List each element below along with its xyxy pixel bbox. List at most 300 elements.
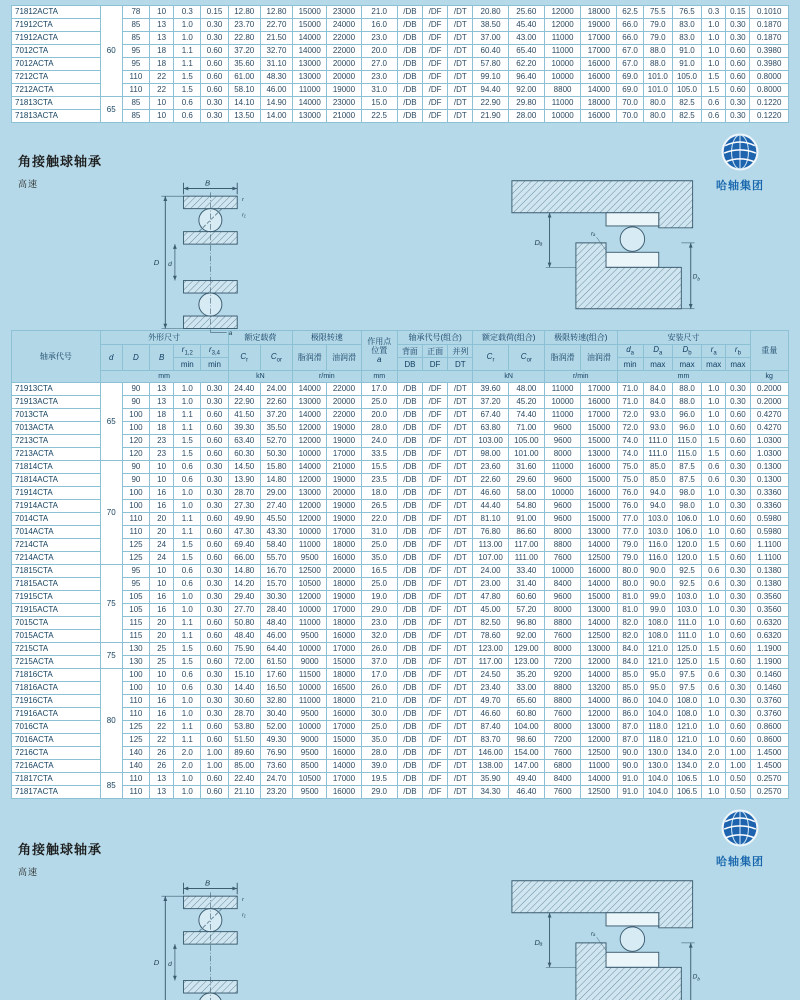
cell-db-suffix: /DB <box>397 721 422 734</box>
cell-r34-min: 0.60 <box>201 526 228 539</box>
cell-cor: 27.40 <box>260 500 292 513</box>
bearing-row <box>12 110 789 123</box>
cell-B: 24 <box>150 552 174 565</box>
cell-ra-max: 2.0 <box>702 747 726 760</box>
cell-dt-suffix: /DT <box>448 552 473 565</box>
cell-r12-min: 0.6 <box>174 97 201 110</box>
cell-da-min: 74.0 <box>617 435 643 448</box>
cell-df-suffix: /DF <box>423 526 448 539</box>
cell-D: 105 <box>122 604 149 617</box>
cell-dt-suffix: /DT <box>448 721 473 734</box>
cell-db-suffix: /DB <box>397 747 422 760</box>
cell-action-point: 31.0 <box>361 526 397 539</box>
cell-r34-min: 0.30 <box>201 110 228 123</box>
cell-action-point: 20.0 <box>361 45 397 58</box>
header-col-rb: $r_b$ <box>726 345 750 358</box>
cell-db-suffix: /DB <box>397 19 422 32</box>
cell-dt-suffix: /DT <box>448 6 473 19</box>
header-col-cr: $C_r$ <box>228 345 260 371</box>
cell-df-suffix: /DF <box>423 435 448 448</box>
cell-r12-min: 1.0 <box>174 695 201 708</box>
cell-combo-grease-speed: 11000 <box>544 45 580 58</box>
cell-Db-max: 120.0 <box>672 539 701 552</box>
cell-ra-max: 1.0 <box>702 45 726 58</box>
cell-dt-suffix: /DT <box>448 786 473 799</box>
cell-Db-max: 88.0 <box>672 383 701 396</box>
cell-df-suffix: /DF <box>423 734 448 747</box>
cell-combo-cr: 46.60 <box>473 487 508 500</box>
bearing-code-cell: 7214CTA <box>12 539 101 552</box>
cell-oil-speed: 17000 <box>327 721 361 734</box>
cell-Db-max: 96.0 <box>672 422 701 435</box>
cell-grease-speed: 8500 <box>293 760 327 773</box>
cell-cr: 47.30 <box>228 526 260 539</box>
cell-cor: 28.40 <box>260 604 292 617</box>
bearing-row <box>12 32 789 45</box>
bearing-row <box>12 422 789 435</box>
header-col-da: $d_a$ <box>617 345 643 358</box>
cell-da-min: 70.0 <box>617 97 643 110</box>
cell-oil-speed: 22000 <box>327 45 361 58</box>
cell-rb-max: 0.30 <box>726 682 750 695</box>
cell-ra-max: 1.0 <box>702 487 726 500</box>
cell-B: 26 <box>150 760 174 773</box>
cell-combo-cr: 138.00 <box>473 760 508 773</box>
cell-ra-max: 1.0 <box>702 513 726 526</box>
bearing-code-cell: 7216CTA <box>12 747 101 760</box>
cell-combo-oil-speed: 16000 <box>581 396 617 409</box>
bearing-row <box>12 708 789 721</box>
cell-r34-min: 0.60 <box>201 734 228 747</box>
cell-grease-speed: 10000 <box>293 682 327 695</box>
cell-combo-oil-speed: 13000 <box>581 604 617 617</box>
cell-dt-suffix: /DT <box>448 487 473 500</box>
cell-r12-min: 0.6 <box>174 669 201 682</box>
cell-combo-grease-speed: 6800 <box>544 760 580 773</box>
cell-db-suffix: /DB <box>397 500 422 513</box>
bearing-mounting-diagram <box>455 877 710 1000</box>
cell-da-min: 76.0 <box>617 500 643 513</box>
cell-Da-max: 95.0 <box>643 682 672 695</box>
cell-Da-max: 111.0 <box>643 435 672 448</box>
cell-Db-max: 83.0 <box>672 19 701 32</box>
cell-dt-suffix: /DT <box>448 422 473 435</box>
cell-db-suffix: /DB <box>397 643 422 656</box>
cell-combo-oil-speed: 15000 <box>581 422 617 435</box>
cell-combo-cr: 22.90 <box>473 97 508 110</box>
cell-dt-suffix: /DT <box>448 734 473 747</box>
cell-da-min: 84.0 <box>617 643 643 656</box>
cell-r12-min: 0.6 <box>174 682 201 695</box>
cell-D: 110 <box>122 708 149 721</box>
bearing-code-cell: 7014ACTA <box>12 526 101 539</box>
cell-Db-max: 108.0 <box>672 695 701 708</box>
cell-combo-grease-speed: 8400 <box>544 773 580 786</box>
cell-action-point: 29.0 <box>361 604 397 617</box>
cell-action-point: 21.0 <box>361 695 397 708</box>
cell-B: 18 <box>150 422 174 435</box>
cell-dt-suffix: /DT <box>448 448 473 461</box>
cell-combo-cr: 76.80 <box>473 526 508 539</box>
cell-cr: 50.80 <box>228 617 260 630</box>
cell-Da-max: 80.0 <box>643 97 672 110</box>
cell-cr: 24.40 <box>228 383 260 396</box>
cell-combo-cor: 49.40 <box>508 773 544 786</box>
cell-combo-cor: 45.20 <box>508 396 544 409</box>
cell-dt-suffix: /DT <box>448 383 473 396</box>
cell-r12-min: 0.6 <box>174 461 201 474</box>
cell-r12-min: 1.0 <box>174 383 201 396</box>
cell-combo-cor: 129.00 <box>508 643 544 656</box>
cell-r34-min: 0.15 <box>201 6 228 19</box>
cell-da-min: 71.0 <box>617 396 643 409</box>
cell-weight: 1.0300 <box>750 435 789 448</box>
cell-r34-min: 0.60 <box>201 617 228 630</box>
cell-combo-cr: 83.70 <box>473 734 508 747</box>
cell-Db-max: 111.0 <box>672 617 701 630</box>
cell-action-point: 35.0 <box>361 552 397 565</box>
cell-rb-max: 0.60 <box>726 617 750 630</box>
cell-da-min: 76.0 <box>617 487 643 500</box>
cell-action-point: 28.0 <box>361 747 397 760</box>
cell-cr: 27.70 <box>228 604 260 617</box>
cell-r34-min: 1.00 <box>201 760 228 773</box>
cell-combo-grease-speed: 9600 <box>544 422 580 435</box>
cell-grease-speed: 13000 <box>293 396 327 409</box>
cell-combo-oil-speed: 14000 <box>581 773 617 786</box>
cell-cr: 48.40 <box>228 630 260 643</box>
cell-cr: 15.10 <box>228 669 260 682</box>
header-col-ra: $r_a$ <box>702 345 726 358</box>
cell-weight: 0.1870 <box>750 19 789 32</box>
cell-combo-cor: 86.60 <box>508 526 544 539</box>
cell-weight: 0.1460 <box>750 669 789 682</box>
cell-r12-min: 0.6 <box>174 565 201 578</box>
cell-r12-min: 1.0 <box>174 591 201 604</box>
cell-Db-max: 96.0 <box>672 409 701 422</box>
cell-da-min: 77.0 <box>617 526 643 539</box>
cell-df-suffix: /DF <box>423 32 448 45</box>
cell-weight: 0.8000 <box>750 71 789 84</box>
bearing-code-cell: 7214ACTA <box>12 552 101 565</box>
cell-db-suffix: /DB <box>397 110 422 123</box>
header-bearing-code: 轴承代号 <box>12 331 101 383</box>
cell-cr: 29.40 <box>228 591 260 604</box>
cell-combo-grease-speed: 8000 <box>544 526 580 539</box>
cell-Db-max: 103.0 <box>672 604 701 617</box>
cell-oil-speed: 17000 <box>327 526 361 539</box>
cell-dt-suffix: /DT <box>448 19 473 32</box>
cell-combo-cor: 31.60 <box>508 461 544 474</box>
cell-combo-oil-speed: 15000 <box>581 513 617 526</box>
cell-oil-speed: 14000 <box>327 760 361 773</box>
cell-ra-max: 1.0 <box>702 19 726 32</box>
cell-grease-speed: 15000 <box>293 6 327 19</box>
cell-cr: 14.20 <box>228 578 260 591</box>
cell-Db-max: 87.5 <box>672 461 701 474</box>
cell-B: 22 <box>150 84 174 97</box>
cell-combo-oil-speed: 15000 <box>581 435 617 448</box>
cell-r12-min: 1.1 <box>174 630 201 643</box>
cell-df-suffix: /DF <box>423 487 448 500</box>
cell-B: 10 <box>150 461 174 474</box>
cell-oil-speed: 18000 <box>327 578 361 591</box>
cell-grease-speed: 12000 <box>293 500 327 513</box>
cell-r12-min: 1.5 <box>174 448 201 461</box>
cell-combo-cr: 113.00 <box>473 539 508 552</box>
cell-cor: 58.40 <box>260 539 292 552</box>
cell-action-point: 29.0 <box>361 786 397 799</box>
cell-cr: 58.10 <box>228 84 260 97</box>
cell-combo-cor: 74.40 <box>508 409 544 422</box>
cell-ra-max: 0.6 <box>702 578 726 591</box>
cell-r34-min: 0.60 <box>201 513 228 526</box>
cell-weight: 0.8600 <box>750 734 789 747</box>
bearing-row <box>12 695 789 708</box>
cell-Da-max: 84.0 <box>643 383 672 396</box>
cell-action-point: 22.0 <box>361 513 397 526</box>
cell-combo-oil-speed: 19000 <box>581 19 617 32</box>
cell-cor: 52.70 <box>260 435 292 448</box>
cell-df-suffix: /DF <box>423 539 448 552</box>
cell-combo-grease-speed: 11000 <box>544 461 580 474</box>
cell-cor: 22.60 <box>260 396 292 409</box>
cell-combo-cr: 47.80 <box>473 591 508 604</box>
header-action-point <box>361 331 397 371</box>
cell-weight: 1.1100 <box>750 552 789 565</box>
cell-df-suffix: /DF <box>423 58 448 71</box>
cell-rb-max: 0.60 <box>726 71 750 84</box>
cell-combo-cor: 33.40 <box>508 565 544 578</box>
cell-oil-speed: 24000 <box>327 19 361 32</box>
header-col-combo-cor: $C_{or}$ <box>508 345 544 371</box>
cell-D: 130 <box>122 643 149 656</box>
cell-oil-speed: 17000 <box>327 604 361 617</box>
cell-Da-max: 99.0 <box>643 604 672 617</box>
cell-D: 85 <box>122 110 149 123</box>
cell-D: 120 <box>122 448 149 461</box>
cell-B: 23 <box>150 448 174 461</box>
cell-cr: 37.20 <box>228 45 260 58</box>
cell-weight: 0.1870 <box>750 32 789 45</box>
cell-combo-cr: 49.70 <box>473 695 508 708</box>
cell-combo-cor: 117.00 <box>508 539 544 552</box>
cell-oil-speed: 16000 <box>327 786 361 799</box>
cell-da-min: 84.0 <box>617 656 643 669</box>
cell-oil-speed: 18000 <box>327 669 361 682</box>
header-db: DB <box>397 358 422 371</box>
cell-D: 100 <box>122 422 149 435</box>
cell-rb-max: 1.00 <box>726 747 750 760</box>
cell-da-min: 90.0 <box>617 760 643 773</box>
cell-df-suffix: /DF <box>423 604 448 617</box>
cell-r12-min: 1.0 <box>174 604 201 617</box>
cell-weight: 0.1220 <box>750 97 789 110</box>
cell-r34-min: 0.60 <box>201 435 228 448</box>
cell-dt-suffix: /DT <box>448 500 473 513</box>
cell-oil-speed: 19000 <box>327 422 361 435</box>
cell-combo-cr: 22.60 <box>473 474 508 487</box>
cell-Da-max: 88.0 <box>643 58 672 71</box>
cell-Db-max: 106.5 <box>672 786 701 799</box>
cell-combo-grease-speed: 10000 <box>544 71 580 84</box>
cell-cor: 30.40 <box>260 708 292 721</box>
cell-grease-speed: 14000 <box>293 32 327 45</box>
cell-r12-min: 0.6 <box>174 474 201 487</box>
cell-combo-oil-speed: 16000 <box>581 487 617 500</box>
cell-db-suffix: /DB <box>397 760 422 773</box>
bearing-code-cell: 71813ACTA <box>12 110 101 123</box>
cell-combo-cr: 44.40 <box>473 500 508 513</box>
cell-r12-min: 1.5 <box>174 539 201 552</box>
cell-grease-speed: 13000 <box>293 58 327 71</box>
cell-db-suffix: /DB <box>397 474 422 487</box>
cell-r12-min: 1.5 <box>174 656 201 669</box>
units-kn: kN <box>228 371 292 383</box>
cell-rb-max: 0.60 <box>726 630 750 643</box>
cell-db-suffix: /DB <box>397 565 422 578</box>
cell-ra-max: 1.5 <box>702 539 726 552</box>
cell-combo-cor: 65.60 <box>508 695 544 708</box>
cell-action-point: 22.5 <box>361 110 397 123</box>
cell-weight: 0.1460 <box>750 682 789 695</box>
cell-cor: 15.80 <box>260 461 292 474</box>
cell-combo-cor: 58.00 <box>508 487 544 500</box>
bearing-code-cell: 7213ACTA <box>12 448 101 461</box>
cell-grease-speed: 9500 <box>293 786 327 799</box>
cell-db-suffix: /DB <box>397 526 422 539</box>
bearing-code-cell: 7012CTA <box>12 45 101 58</box>
main-bearing-table <box>11 330 789 799</box>
cell-r34-min: 0.30 <box>201 669 228 682</box>
cell-cr: 85.00 <box>228 760 260 773</box>
cell-grease-speed: 10000 <box>293 604 327 617</box>
cell-oil-speed: 17000 <box>327 643 361 656</box>
cell-r34-min: 0.60 <box>201 552 228 565</box>
cell-cor: 29.00 <box>260 487 292 500</box>
cell-oil-speed: 21000 <box>327 110 361 123</box>
cell-rb-max: 0.30 <box>726 97 750 110</box>
cell-dt-suffix: /DT <box>448 682 473 695</box>
cell-grease-speed: 12500 <box>293 565 327 578</box>
cell-rb-max: 0.60 <box>726 513 750 526</box>
cell-r34-min: 0.30 <box>201 396 228 409</box>
cell-r12-min: 1.1 <box>174 734 201 747</box>
cell-rb-max: 0.60 <box>726 58 750 71</box>
cell-cor: 35.50 <box>260 422 292 435</box>
cell-da-min: 91.0 <box>617 786 643 799</box>
cell-Db-max: 105.0 <box>672 84 701 97</box>
bearing-row <box>12 6 789 19</box>
cell-ra-max: 1.0 <box>702 422 726 435</box>
cell-rb-max: 0.60 <box>726 45 750 58</box>
cell-r34-min: 0.30 <box>201 97 228 110</box>
section-subtitle: 高速 <box>18 179 39 189</box>
bearing-code-cell: 71915ACTA <box>12 604 101 617</box>
cell-combo-cr: 146.00 <box>473 747 508 760</box>
cell-df-suffix: /DF <box>423 552 448 565</box>
cell-combo-oil-speed: 14000 <box>581 84 617 97</box>
cell-da-min: 66.0 <box>617 19 643 32</box>
cell-cor: 64.40 <box>260 643 292 656</box>
cell-df-suffix: /DF <box>423 6 448 19</box>
cell-rb-max: 0.50 <box>726 786 750 799</box>
cell-db-suffix: /DB <box>397 617 422 630</box>
top-bearing-table <box>11 5 789 123</box>
cell-cr: 22.90 <box>228 396 260 409</box>
cell-db-suffix: /DB <box>397 32 422 45</box>
bearing-row <box>12 461 789 474</box>
cell-da-min: 86.0 <box>617 708 643 721</box>
bearing-code-cell: 71915CTA <box>12 591 101 604</box>
cell-ra-max: 0.6 <box>702 669 726 682</box>
cell-B: 13 <box>150 19 174 32</box>
cell-da-min: 85.0 <box>617 669 643 682</box>
cell-cor: 46.00 <box>260 630 292 643</box>
cell-B: 10 <box>150 669 174 682</box>
globe-icon <box>721 133 759 171</box>
cell-rb-max: 0.60 <box>726 656 750 669</box>
header-mount-dims: 安装尺寸 <box>617 331 750 345</box>
cell-Da-max: 104.0 <box>643 708 672 721</box>
cell-db-suffix: /DB <box>397 695 422 708</box>
cell-Da-max: 99.0 <box>643 591 672 604</box>
bore-diameter-cell: 60 <box>100 6 122 97</box>
cell-combo-cr: 24.00 <box>473 565 508 578</box>
cell-cr: 60.30 <box>228 448 260 461</box>
cell-r12-min: 1.0 <box>174 32 201 45</box>
cell-ra-max: 1.0 <box>702 591 726 604</box>
cell-action-point: 20.0 <box>361 409 397 422</box>
cell-r34-min: 0.60 <box>201 84 228 97</box>
cell-B: 20 <box>150 617 174 630</box>
cell-action-point: 39.0 <box>361 760 397 773</box>
cell-grease-speed: 11500 <box>293 669 327 682</box>
cell-combo-oil-speed: 17000 <box>581 383 617 396</box>
bearing-code-cell: 71914CTA <box>12 487 101 500</box>
cell-weight: 0.3980 <box>750 58 789 71</box>
cell-Db-max: 91.0 <box>672 45 701 58</box>
cell-B: 13 <box>150 32 174 45</box>
cell-Db-max: 76.5 <box>672 6 701 19</box>
cell-B: 25 <box>150 656 174 669</box>
cell-combo-cor: 35.20 <box>508 669 544 682</box>
bearing-row <box>12 552 789 565</box>
cell-cor: 14.80 <box>260 474 292 487</box>
cell-combo-grease-speed: 11000 <box>544 32 580 45</box>
bearing-code-cell: 7013CTA <box>12 409 101 422</box>
cell-weight: 1.1100 <box>750 539 789 552</box>
cell-grease-speed: 14000 <box>293 97 327 110</box>
bearing-row <box>12 747 789 760</box>
cell-rb-max: 0.30 <box>726 695 750 708</box>
cell-da-min: 67.0 <box>617 45 643 58</box>
cell-Da-max: 79.0 <box>643 32 672 45</box>
cell-D: 90 <box>122 461 149 474</box>
cell-ra-max: 1.0 <box>702 708 726 721</box>
cell-dt-suffix: /DT <box>448 435 473 448</box>
header-combo-speed: 极限转速(组合) <box>544 331 617 345</box>
cell-combo-oil-speed: 12500 <box>581 552 617 565</box>
bearing-code-cell: 71816CTA <box>12 669 101 682</box>
cell-Db-max: 92.5 <box>672 578 701 591</box>
cell-r34-min: 1.00 <box>201 747 228 760</box>
bearing-code-cell: 71912ACTA <box>12 32 101 45</box>
cell-cor: 22.70 <box>260 19 292 32</box>
cell-ra-max: 1.0 <box>702 409 726 422</box>
cell-grease-speed: 13000 <box>293 110 327 123</box>
brand-name: 哈轴集团 <box>716 856 764 868</box>
